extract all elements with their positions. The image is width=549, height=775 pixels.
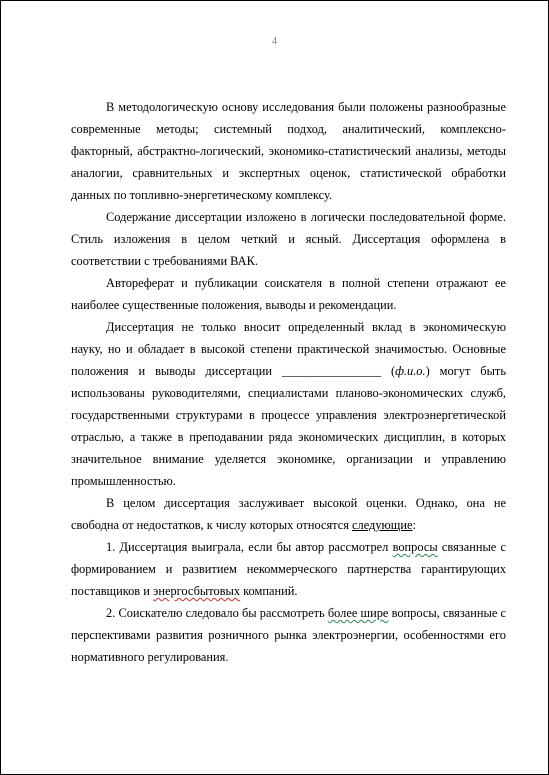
paragraph-significance [71,316,506,492]
item1-text-end: компаний. [240,584,298,598]
assessment-colon: : [412,518,416,532]
assessment-text: В целом диссертация заслуживает высокой оценки. Однако, она не свободна от недостатков, к числу которых относятся [71,496,506,532]
document-body[interactable] [71,96,506,668]
page-number: 4 [272,36,277,47]
grammar-flag-questions[interactable]: вопросы [392,540,438,554]
paragraph-abstract: Автореферат и публикации соискателя в полной степени отражают ее наиболее существенные положения, выводы и рекомендации. [71,276,506,312]
paragraph-content-style: Содержание диссертации изложено в логически последовательной форме. Стиль изложения в целом четкий и ясный. Диссертация оформлена в соответствии с требованиями ВАК. [71,210,506,268]
item1-text-middle: связанные с формированием и развитием некоммерческого партнерства гарантирующих поставщиков и [71,540,506,598]
item1-text-start: 1. Диссертация выиграла, если бы автор рассмотрел [106,540,393,554]
paragraph-assessment [71,492,506,536]
author-name-placeholder: ф.и.о. [395,364,426,378]
spelling-flag-energy-sales[interactable]: энергосбытовых [153,584,241,598]
significance-text-end: ) могут быть использованы руководителями, специалистами планово-экономических служб, государственными структурами в процессе управления электроэнергетической отраслью, а также в преподавании ряда экономических дисциплин, в которых значительное внимание уделяется экономике, организации и управлению промышленностью. [71,364,506,488]
item2-text-start: 2. Соискателю следовало бы рассмотреть [106,606,328,620]
list-item-1 [71,536,506,602]
significance-text-start: Диссертация не только вносит определенный вклад в экономическую науку, но и обладает в высокой степени практической значимостью. Основные положения и выводы диссертации ________________ ( [71,320,506,378]
list-item-2 [71,602,506,668]
following-underlined: следующие [352,518,413,532]
grammar-flag-wider[interactable]: более шире [327,606,389,620]
paragraph-methodology: В методологическую основу исследования были положены разнообразные современные методы; системный подход, аналитический, комплексно-факторный, абстрактно-логический, экономико-статистический анализы, методы аналогии, сравнительных и экспертных оценок, статистической обработки данных по топливно-энергетическому комплексу. [71,100,506,202]
item2-text-end: вопросы, связанные с перспективами развития розничного рынка электроэнергии, особенностями его нормативного регулирования. [71,606,507,664]
